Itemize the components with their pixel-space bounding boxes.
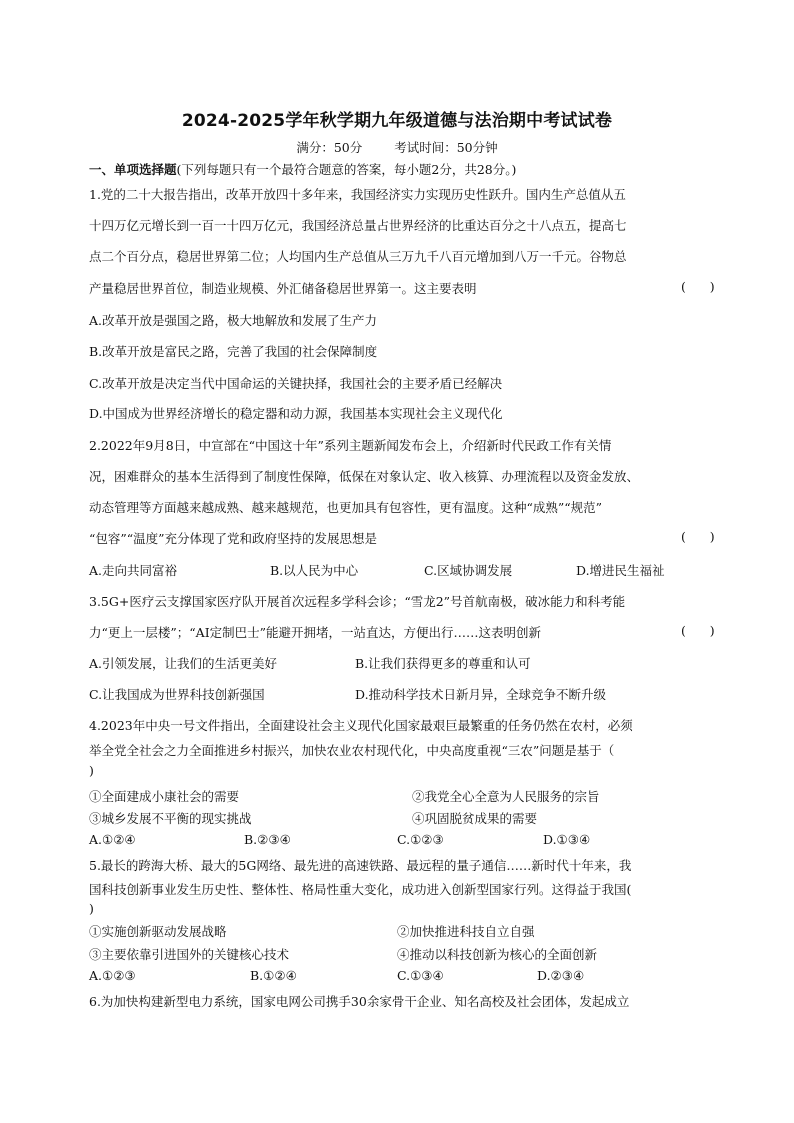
section-instructions: (下列每题只有一个最符合题意的答案，每小题2分，共28分。) <box>176 162 517 177</box>
q5-line-2: 国科技创新事业发生历史性、整体性、格局性重大变化，成功进入创新型国家行列。这得益于我国( <box>89 882 632 897</box>
q2-answer-bracket: ( ) <box>681 529 715 544</box>
q1-line-3: 点二个百分点，稳居世界第二位；人均国内生产总值从三万九千八百元增加到八万一千元。谷物总 <box>89 249 627 264</box>
q3-option-b: B.让我们获得更多的尊重和认可 <box>355 656 531 671</box>
q3-line-1: 3.5G+医疗云支撑国家医疗队开展首次远程多学科会诊；“雪龙2”号首航南极，破冰能力和科考能 <box>89 594 626 609</box>
q2-line-1: 2.2022年9月8日，中宣部在“中国这十年”系列主题新闻发布会上，介绍新时代民政工作有关情 <box>89 438 612 453</box>
q4-line-2: 举全党全社会之力全面推进乡村振兴，加快农业农村现代化，中央高度重视“三农”问题是基于（ <box>89 743 615 758</box>
q5-item-2: ②加快推进科技自立自强 <box>397 924 535 939</box>
q4-option-d: D.①③④ <box>543 832 591 847</box>
q2-line-4: “包容”“温度”充分体现了党和政府坚持的发展思想是 <box>89 531 378 546</box>
q1-option-a: A.改革开放是强国之路，极大地解放和发展了生产力 <box>89 313 378 328</box>
q4-line-3: ) <box>89 763 94 778</box>
q5-option-b: B.①②④ <box>250 968 297 983</box>
q4-item-3: ③城乡发展不平衡的现实挑战 <box>89 811 252 826</box>
q5-item-1: ①实施创新驱动发展战略 <box>89 924 227 939</box>
exam-title: 2024-2025学年秋学期九年级道德与法治期中考试试卷 <box>181 111 613 131</box>
q4-line-1: 4.2023年中央一号文件指出，全面建设社会主义现代化国家最艰巨最繁重的任务仍然在农村，必须 <box>89 718 633 733</box>
q1-option-b: B.改革开放是富民之路，完善了我国的社会保障制度 <box>89 344 378 359</box>
q1-line-4: 产量稳居世界首位，制造业规模、外汇储备稳居世界第一。这主要表明 <box>89 281 477 296</box>
q2-option-b: B.以人民为中心 <box>270 563 359 578</box>
q1-answer-bracket: ( ) <box>681 279 715 294</box>
q2-line-2: 况，困难群众的基本生活得到了制度性保障，低保在对象认定、收入核算、办理流程以及资金发放、 <box>89 469 640 484</box>
q1-line-1: 1.党的二十大报告指出，改革开放四十多年来，我国经济实力实现历史性跃升。国内生产总值从五 <box>89 187 626 202</box>
q4-option-b: B.②③④ <box>244 832 291 847</box>
q5-option-a: A.①②③ <box>89 968 136 983</box>
q6-line-1: 6.为加快构建新型电力系统，国家电网公司携手30余家骨干企业、知名高校及社会团体，发起成立 <box>89 994 630 1009</box>
q4-item-1: ①全面建成小康社会的需要 <box>89 789 240 804</box>
exam-time: 考试时间：50分钟 <box>394 140 498 155</box>
q2-option-c: C.区域协调发展 <box>424 563 513 578</box>
section-title: 一、单项选择题 <box>89 162 177 177</box>
exam-meta <box>0 138 794 156</box>
q4-option-c: C.①②③ <box>397 832 444 847</box>
q2-option-a: A.走向共同富裕 <box>89 563 178 578</box>
full-score: 满分：50分 <box>296 140 363 155</box>
q5-line-3: ) <box>89 901 94 916</box>
q4-item-2: ②我党全心全意为人民服务的宗旨 <box>412 789 600 804</box>
q1-line-2: 十四万亿元增长到一百一十四万亿元，我国经济总量占世界经济的比重达百分之十八点五，提高七 <box>89 218 627 233</box>
q5-option-d: D.②③④ <box>537 968 585 983</box>
q5-item-4: ④推动以科技创新为核心的全面创新 <box>397 947 598 962</box>
q5-line-1: 5.最长的跨海大桥、最大的5G网络、最先进的高速铁路、最远程的量子通信……新时代十年来，我 <box>89 858 632 873</box>
q4-item-4: ④巩固脱贫成果的需要 <box>412 811 538 826</box>
q2-line-3: 动态管理等方面越来越成熟、越来越规范，也更加具有包容性，更有温度。这种“成熟”“规范” <box>89 500 603 515</box>
q2-option-d: D.增进民生福祉 <box>576 563 665 578</box>
q4-option-a: A.①②④ <box>89 832 136 847</box>
q3-answer-bracket: ( ) <box>681 623 715 638</box>
q1-option-d: D.中国成为世界经济增长的稳定器和动力源，我国基本实现社会主义现代化 <box>89 406 503 421</box>
q3-option-d: D.推动科学技术日新月异，全球竞争不断升级 <box>355 687 607 702</box>
q5-item-3: ③主要依靠引进国外的关键核心技术 <box>89 947 290 962</box>
q3-option-c: C.让我国成为世界科技创新强国 <box>89 687 265 702</box>
q5-option-c: C.①③④ <box>397 968 444 983</box>
section-heading <box>89 160 516 178</box>
q3-option-a: A.引领发展，让我们的生活更美好 <box>89 656 278 671</box>
q3-line-2: 力“更上一层楼”；“AI定制巴士”能避开拥堵，一站直达，方便出行……这表明创新 <box>89 625 542 640</box>
q1-option-c: C.改革开放是决定当代中国命运的关键抉择，我国社会的主要矛盾已经解决 <box>89 376 503 391</box>
